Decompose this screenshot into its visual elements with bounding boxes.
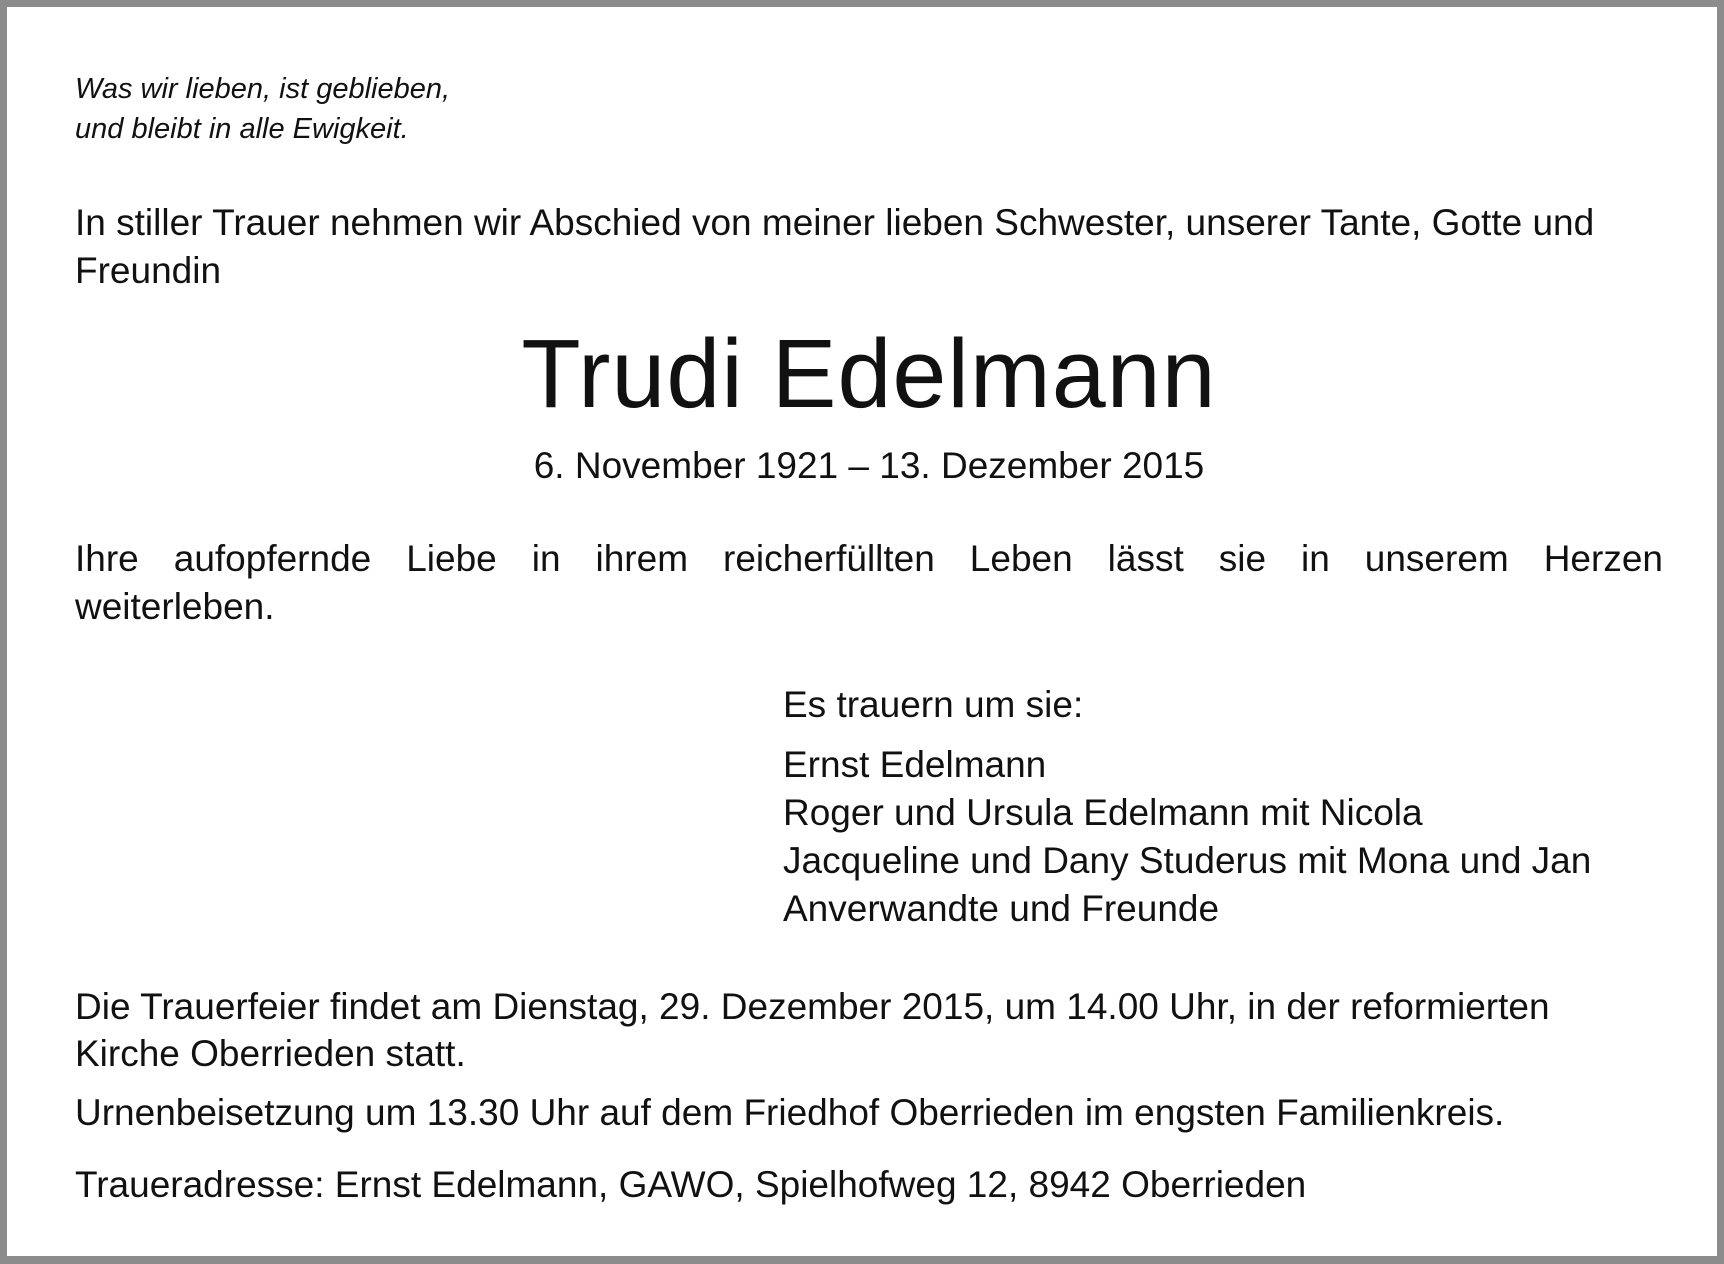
mourner-name: Anverwandte und Freunde [783, 888, 1220, 929]
intro-text: In stiller Trauer nehmen wir Abschied von meiner lieben Schwester, unserer Tante, Gotte und Freundin [75, 202, 1595, 291]
deceased-name: Trudi Edelmann [521, 319, 1217, 428]
mourner-name: Roger und Ursula Edelmann mit Nicola [783, 792, 1423, 833]
mourning-address: Traueradresse: Ernst Edelmann, GAWO, Spielhofweg 12, 8942 Oberrieden [75, 1164, 1307, 1205]
mourner-name: Ernst Edelmann [783, 744, 1047, 785]
motto-line-2: und bleibt in alle Ewigkeit. [75, 113, 409, 145]
urn-burial-info: Urnenbeisetzung um 13.30 Uhr auf dem Friedhof Oberrieden im engsten Familienkreis. [75, 1092, 1505, 1133]
motto-line-1: Was wir lieben, ist geblieben, [75, 73, 451, 105]
ceremony-info: Die Trauerfeier findet am Dienstag, 29. Dezember 2015, um 14.00 Uhr, in der reformierten Kirche Oberrieden statt. [75, 986, 1550, 1074]
tribute-text: Ihre aufopfernde Liebe in ihrem reicherfüllten Leben lässt sie in unserem Herzen weiterleben. [75, 538, 1663, 627]
mourner-name: Jacqueline und Dany Studerus mit Mona und Jan [783, 840, 1592, 881]
motto [75, 69, 1663, 149]
life-dates: 6. November 1921 – 13. Dezember 2015 [533, 445, 1205, 486]
mourners-heading: Es trauern um sie: [783, 684, 1084, 725]
mourners-list [783, 681, 1683, 933]
